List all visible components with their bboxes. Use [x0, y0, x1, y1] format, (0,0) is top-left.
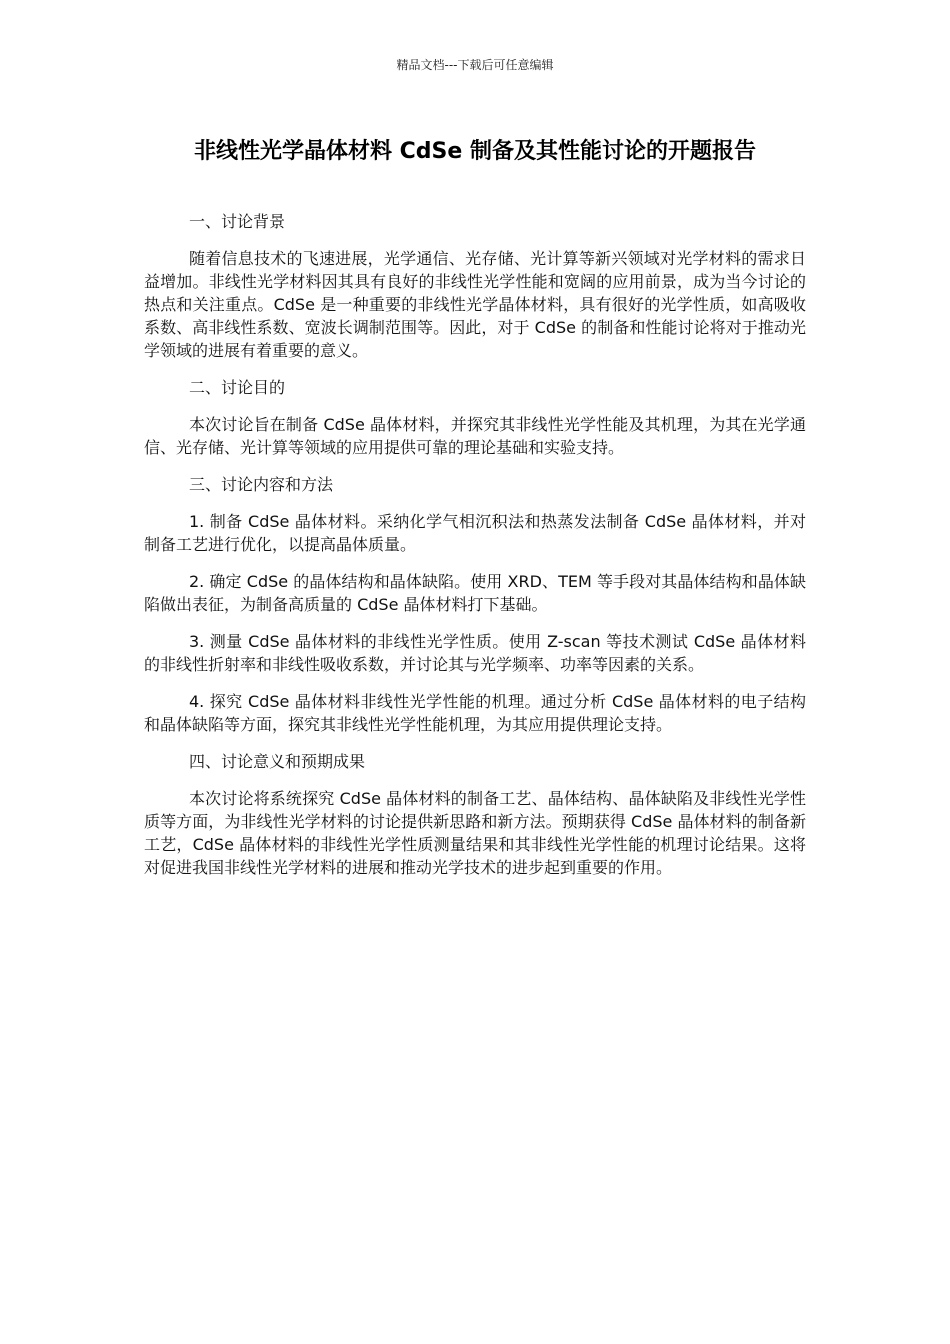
- paragraph-method-3: 3. 测量 CdSe 晶体材料的非线性光学性质。使用 Z-scan 等技术测试 CdSe 晶体材料的非线性折射率和非线性吸收系数，并讨论其与光学频率、功率等因素的关系。: [144, 632, 806, 674]
- section-heading-background: 一、讨论背景: [189, 212, 286, 231]
- paragraph-method-4: 4. 探究 CdSe 晶体材料非线性光学性能的机理。通过分析 CdSe 晶体材料的电子结构和晶体缺陷等方面，探究其非线性光学性能机理，为其应用提供理论支持。: [144, 692, 806, 734]
- paragraph-significance: 本次讨论将系统探究 CdSe 晶体材料的制备工艺、晶体结构、晶体缺陷及非线性光学性质等方面，为非线性光学材料的讨论提供新思路和新方法。预期获得 CdSe 晶体材料的制备新工艺，CdSe 晶体材料的非线性光学性质测量结果和其非线性光学性能的机理讨论结果。这将对促进我国非线性光学材料的进展和推动光学技术的进步起到重要的作用。: [144, 789, 806, 877]
- paragraph-background: 随着信息技术的飞速进展，光学通信、光存储、光计算等新兴领域对光学材料的需求日益增加。非线性光学材料因其具有良好的非线性光学性能和宽阔的应用前景，成为当今讨论的热点和关注重点。CdSe 是一种重要的非线性光学晶体材料，具有很好的光学性质，如高吸收系数、高非线性系数、宽波长调制范围等。因此，对于 CdSe 的制备和性能讨论将对于推动光学领域的进展有着重要的意义。: [144, 249, 806, 360]
- paragraph-method-1: 1. 制备 CdSe 晶体材料。采纳化学气相沉积法和热蒸发法制备 CdSe 晶体材料，并对制备工艺进行优化，以提高晶体质量。: [144, 512, 806, 554]
- page-header: 精品文档---下载后可任意编辑: [396, 58, 554, 72]
- section-heading-purpose: 二、讨论目的: [189, 378, 286, 397]
- document-body: [144, 210, 806, 893]
- paragraph-method-2: 2. 确定 CdSe 的晶体结构和晶体缺陷。使用 XRD、TEM 等手段对其晶体结构和晶体缺陷做出表征，为制备高质量的 CdSe 晶体材料打下基础。: [144, 572, 806, 614]
- document-title: 非线性光学晶体材料 CdSe 制备及其性能讨论的开题报告: [194, 139, 756, 164]
- section-heading-significance: 四、讨论意义和预期成果: [189, 752, 366, 771]
- section-heading-content-methods: 三、讨论内容和方法: [189, 475, 334, 494]
- paragraph-purpose: 本次讨论旨在制备 CdSe 晶体材料，并探究其非线性光学性能及其机理，为其在光学通信、光存储、光计算等领域的应用提供可靠的理论基础和实验支持。: [144, 415, 806, 457]
